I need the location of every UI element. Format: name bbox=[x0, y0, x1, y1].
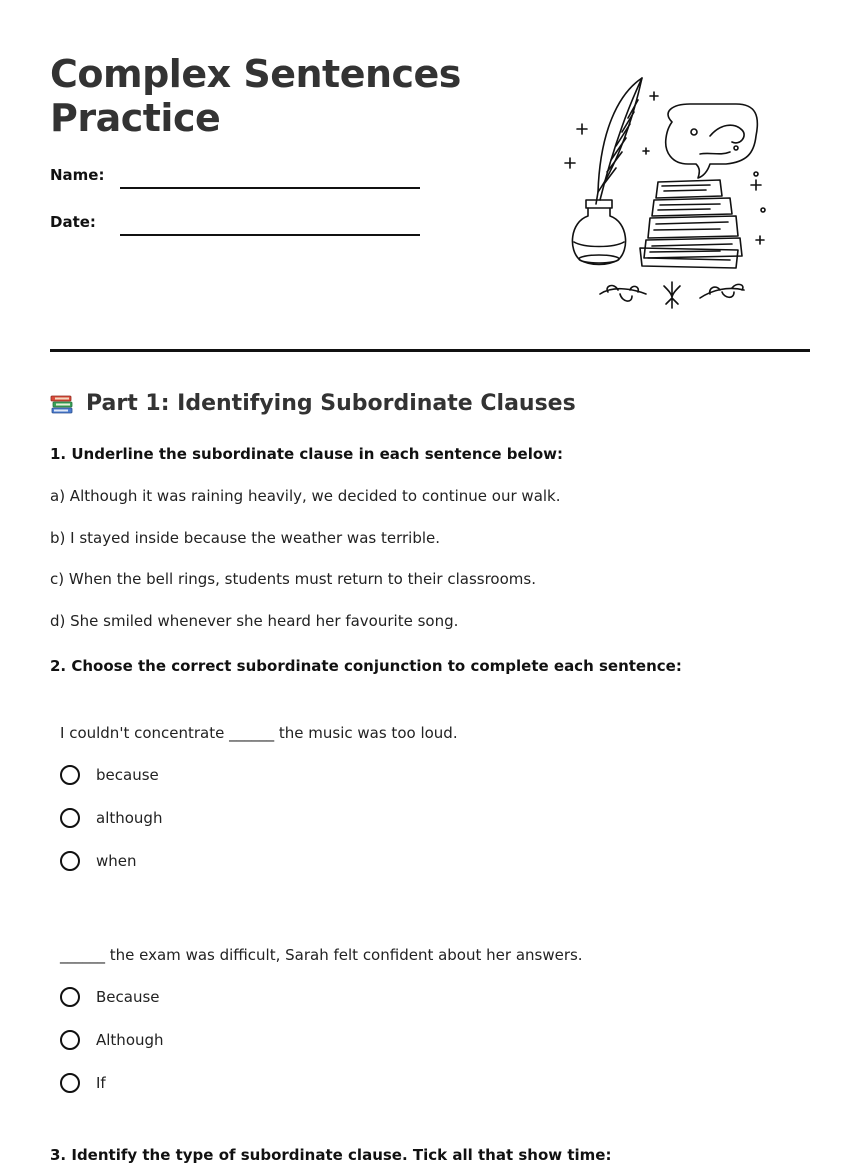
option-if[interactable] bbox=[60, 1073, 106, 1093]
date-label: Date: bbox=[50, 213, 96, 231]
radio-button[interactable] bbox=[60, 765, 80, 785]
question-2-item-2-prompt: ______ the exam was difficult, Sarah felt confident about her answers. bbox=[60, 946, 583, 964]
part1-heading-text: Part 1: Identifying Subordinate Clauses bbox=[86, 390, 576, 416]
sentence-c: c) When the bell rings, students must return to their classrooms. bbox=[50, 570, 536, 588]
option-label: because bbox=[96, 766, 159, 784]
part1-heading bbox=[50, 390, 576, 416]
name-field[interactable] bbox=[120, 187, 420, 189]
sentence-a: a) Although it was raining heavily, we decided to continue our walk. bbox=[50, 487, 561, 505]
section-divider bbox=[50, 349, 810, 352]
sentence-b: b) I stayed inside because the weather was terrible. bbox=[50, 529, 440, 547]
title-line-2: Practice bbox=[50, 96, 221, 140]
quill-inkwell-books-icon bbox=[560, 72, 780, 317]
question-3-instruction: 3. Identify the type of subordinate clause. Tick all that show time: bbox=[50, 1146, 612, 1164]
sentence-d: d) She smiled whenever she heard her favourite song. bbox=[50, 612, 459, 630]
title-line-1: Complex Sentences bbox=[50, 52, 461, 96]
option-label: when bbox=[96, 852, 137, 870]
radio-button[interactable] bbox=[60, 1073, 80, 1093]
books-icon bbox=[50, 390, 76, 416]
option-label: although bbox=[96, 809, 163, 827]
date-field[interactable] bbox=[120, 234, 420, 236]
option-because-capital[interactable] bbox=[60, 987, 160, 1007]
question-2-instruction: 2. Choose the correct subordinate conjunction to complete each sentence: bbox=[50, 657, 682, 675]
option-label: Because bbox=[96, 988, 160, 1006]
radio-button[interactable] bbox=[60, 808, 80, 828]
question-1-instruction: 1. Underline the subordinate clause in each sentence below: bbox=[50, 445, 564, 463]
radio-button[interactable] bbox=[60, 1030, 80, 1050]
option-because[interactable] bbox=[60, 765, 159, 785]
radio-button[interactable] bbox=[60, 987, 80, 1007]
option-label: Although bbox=[96, 1031, 164, 1049]
name-label: Name: bbox=[50, 166, 105, 184]
option-when[interactable] bbox=[60, 851, 137, 871]
option-label: If bbox=[96, 1074, 106, 1092]
question-2-item-1-prompt: I couldn't concentrate ______ the music was too loud. bbox=[60, 724, 458, 742]
option-although-capital[interactable] bbox=[60, 1030, 164, 1050]
radio-button[interactable] bbox=[60, 851, 80, 871]
page-title bbox=[50, 52, 461, 140]
option-although[interactable] bbox=[60, 808, 162, 828]
